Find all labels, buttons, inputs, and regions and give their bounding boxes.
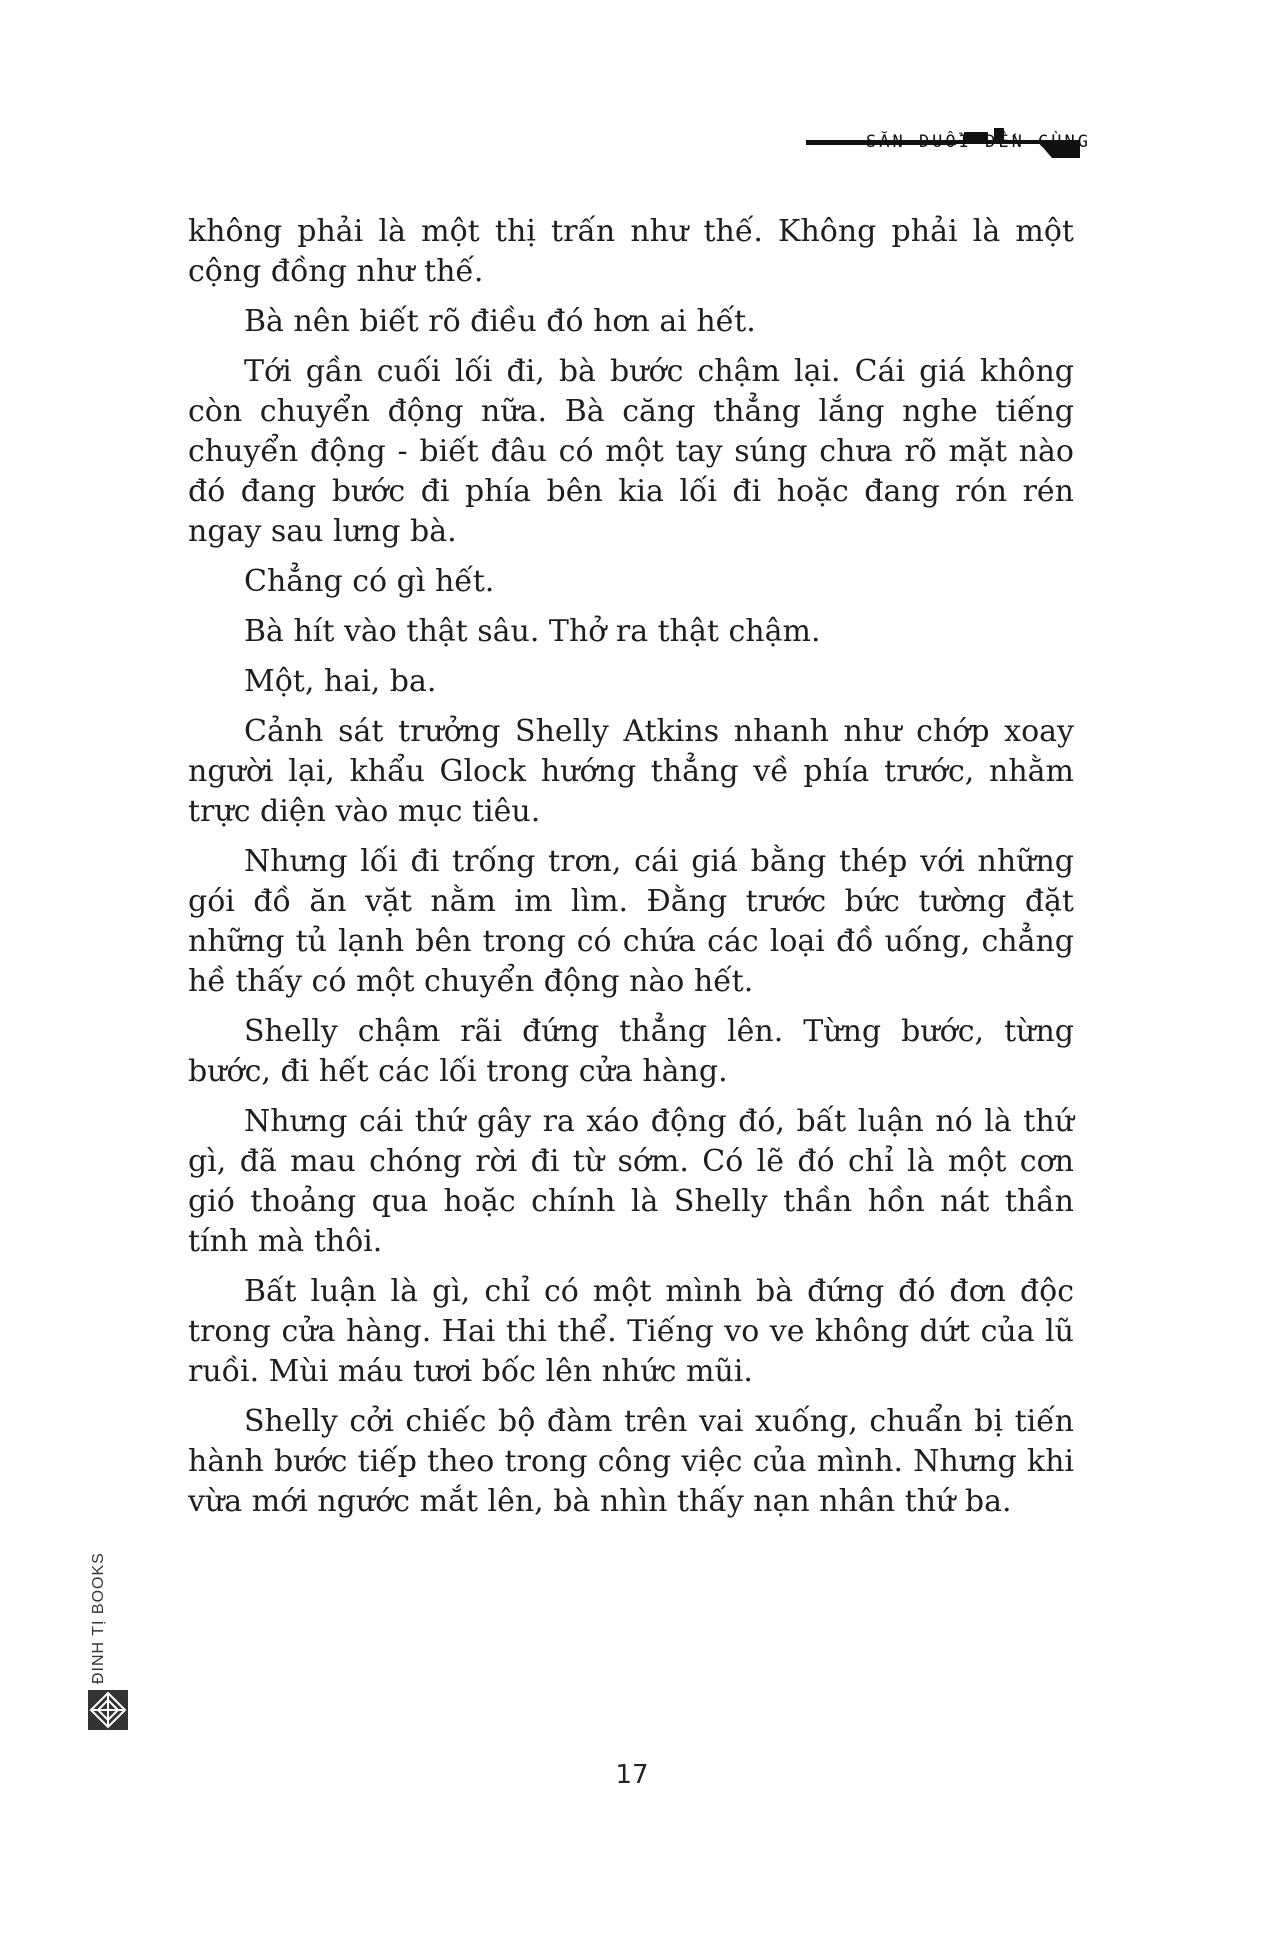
- running-header-title: SĂN ĐUỔI ĐẾN CÙNG: [866, 132, 1091, 152]
- paragraph: Bất luận là gì, chỉ có một mình bà đứng đó đơn độc trong cửa hàng. Hai thi thể. Tiếng vo ve không dứt của lũ ruồi. Mùi máu tươi bốc lên nhức mũi.: [188, 1274, 1074, 1389]
- paragraph: Cảnh sát trưởng Shelly Atkins nhanh như chớp xoay người lại, khẩu Glock hướng thẳng về phía trước, nhằm trực diện vào mục tiêu.: [188, 714, 1074, 829]
- page-number: 17: [615, 1760, 649, 1790]
- paragraph: Chẳng có gì hết.: [244, 564, 495, 599]
- paragraph: Một, hai, ba.: [244, 664, 437, 699]
- paragraph: Bà hít vào thật sâu. Thở ra thật chậm.: [244, 614, 821, 649]
- paragraph: Nhưng lối đi trống trơn, cái giá bằng thép với những gói đồ ăn vặt nằm im lìm. Đằng trước bức tường đặt những tủ lạnh bên trong có chứa các loại đồ uống, chẳng hề thấy có một chuyển động nào hết.: [188, 844, 1074, 999]
- paragraph: Shelly cởi chiếc bộ đàm trên vai xuống, chuẩn bị tiến hành bước tiếp theo trong công việc của mình. Nhưng khi vừa mới ngước mắt lên, bà nhìn thấy nạn nhân thứ ba.: [188, 1404, 1074, 1519]
- dinh-ti-logo-icon: [88, 1690, 128, 1730]
- paragraph: Bà nên biết rõ điều đó hơn ai hết.: [244, 304, 756, 339]
- paragraph: Tới gần cuối lối đi, bà bước chậm lại. Cái giá không còn chuyển động nữa. Bà căng thẳng lắng nghe tiếng chuyển động - biết đâu có một tay súng chưa rõ mặt nào đó đang bước đi phía bên kia lối đi hoặc đang rón rén ngay sau lưng bà.: [188, 354, 1074, 549]
- running-header: [806, 116, 1091, 172]
- publisher-mark: [86, 1552, 130, 1732]
- paragraph: không phải là một thị trấn như thế. Không phải là một cộng đồng như thế.: [188, 214, 1074, 289]
- publisher-name: ĐINH TỊ BOOKS: [90, 1552, 107, 1684]
- paragraph: Shelly chậm rãi đứng thẳng lên. Từng bước, từng bước, đi hết các lối trong cửa hàng.: [188, 1014, 1074, 1089]
- body-text: [188, 212, 1074, 1532]
- paragraph: Nhưng cái thứ gây ra xáo động đó, bất luận nó là thứ gì, đã mau chóng rời đi từ sớm. Có lẽ đó chỉ là một cơn gió thoảng qua hoặc chính là Shelly thần hồn nát thần tính mà thôi.: [188, 1104, 1074, 1259]
